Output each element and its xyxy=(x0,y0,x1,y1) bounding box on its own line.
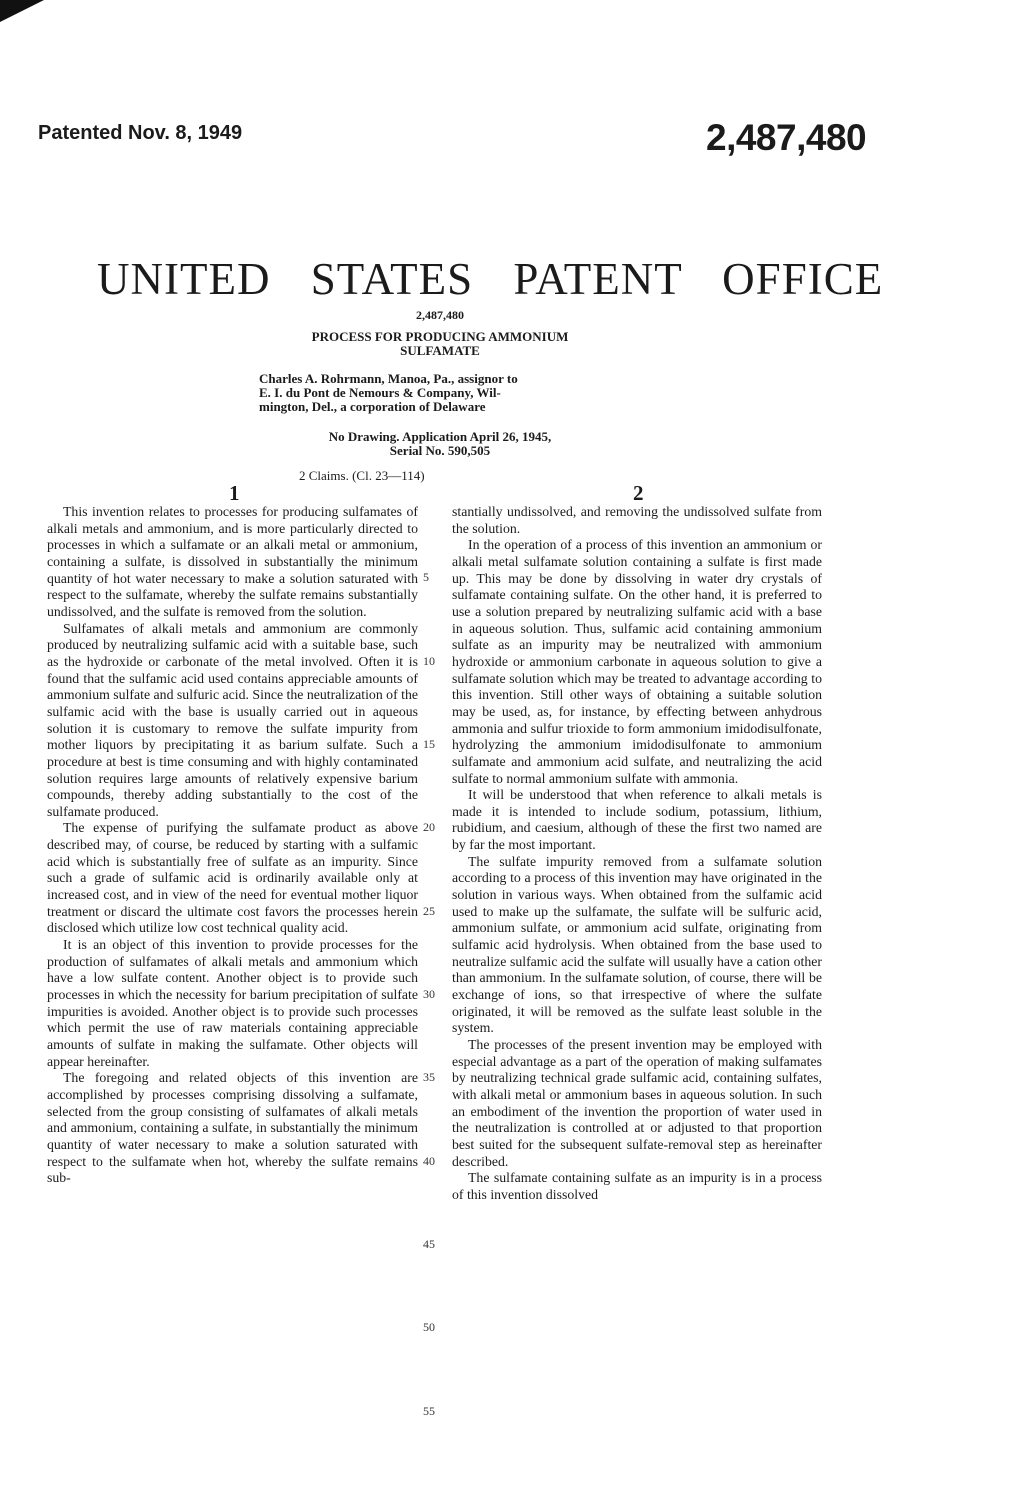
left-paragraph: This invention relates to processes for producing sulfamates of alkali metals and ammonium, and is more particularly directed to processes in which a sulfamate or an alkali metal or ammonium, containing a sulfate, is dissolved in substantially the minimum quantity of hot water necessary to make a solution saturated with respect to the sulfamate, whereby the sulfate remains substantially undissolved, and the sulfate is removed from the solution. xyxy=(47,504,418,619)
line-number: 30 xyxy=(423,987,435,1001)
column-number-2: 2 xyxy=(633,481,644,505)
left-paragraph: It is an object of this invention to provide processes for the production of sulfamates of alkali metals and ammonium which have a low sulfate content. Another object is to provide such processes in which the necessity for barium precipitation of sulfate impurities is avoided. Another object is to provide such processes which permit the use of raw materials containing appreciable amounts of sulfate in making the sulfamate. Other objects will appear hereinafter. xyxy=(47,937,418,1069)
inventor-block xyxy=(259,372,659,414)
corner-mark xyxy=(0,0,44,22)
line-number: 20 xyxy=(423,820,435,834)
line-number: 10 xyxy=(423,654,435,668)
inventor-line3: mington, Del., a corporation of Delaware xyxy=(259,399,486,414)
line-number: 5 xyxy=(423,570,429,584)
claims-line xyxy=(299,468,599,484)
right-paragraph: The sulfate impurity removed from a sulfamate solution according to a process of this invention may have originated in the solution in various ways. When obtained from the sulfamic acid used to make up the sulfamate, the sulfate will be sulfuric acid, ammonium sulfate, or ammonium acid sulfate, originating from sulfamic acid hydrolysis. When obtained from the base used to neutralize sulfamic acid the sulfate will usually have a cation other than ammonium. In the sulfamate solution, of course, there will be exchange of ions, so that irrespective of where the sulfate originated, it will be removed as the sulfate least soluble in the system. xyxy=(452,853,822,1036)
invention-title-line1: PROCESS FOR PRODUCING AMMONIUM xyxy=(311,329,569,344)
office-title: UNITED STATES PATENT OFFICE xyxy=(97,254,884,304)
application-line1: No Drawing. Application April 26, 1945, xyxy=(328,429,552,444)
invention-title-line2: SULFAMATE xyxy=(400,343,480,358)
line-number: 55 xyxy=(423,1404,435,1418)
left-paragraph: The expense of purifying the sulfamate product as above described may, of course, be reduced by starting with a sulfamic acid which is substantially free of sulfate as an impurity. Since such a grade of sulfamic acid is ordinarily available only at increased cost, and in view of the need for eventual mother liquor treatment or discard the ultimate cost favors the processes herein disclosed which utilize low cost technical quality acid. xyxy=(47,820,418,936)
patent-date: Patented Nov. 8, 1949 xyxy=(38,122,243,144)
right-paragraph: The processes of the present invention may be employed with especial advantage as a part of the operation of making sulfamates by neutralizing technical grade sulfamic acid, containing sulfates, with alkali metal or ammonium bases in aqueous solution. In such an embodiment of the invention the proportion of water used in the neutralization is controlled at or adjusted to that proportion best suited for the subsequent sulfate-removal step as hereinafter described. xyxy=(452,1037,822,1169)
patent-number: 2,487,480 xyxy=(706,117,867,158)
line-number: 15 xyxy=(423,737,435,751)
inventor-line2: E. I. du Pont de Nemours & Company, Wil- xyxy=(259,385,501,400)
line-number: 50 xyxy=(423,1320,435,1334)
claims-count: 2 Claims. xyxy=(299,468,349,483)
right-paragraph: It will be understood that when reference to alkali metals is made it is intended to include sodium, potassium, lithium, rubidium, and caesium, although of these the first two named are by far the most important. xyxy=(452,787,822,853)
application-line2: Serial No. 590,505 xyxy=(389,443,491,458)
left-column xyxy=(47,504,418,1187)
left-paragraph: Sulfamates of alkali metals and ammonium are commonly produced by neutralizing sulfamic acid with a suitable base, such as the hydroxide or carbonate of the metal involved. Often it is found that the sulfamic acid used contains appreciable amounts of ammonium sulfate and sulfuric acid. Since the neutralization of the sulfamic acid with the base is usually carried out in aqueous solution it is customary to remove the sulfate impurity from mother liquors by precipitating it as barium sulfate. Such a procedure at best is time consuming and with highly contaminated solution requires large amounts of relatively expensive barium compounds, thereby adding substantially to the cost of the sulfamate produced. xyxy=(47,620,418,819)
line-number: 25 xyxy=(423,904,435,918)
right-paragraph: The sulfamate containing sulfate as an impurity is in a process of this invention dissolved xyxy=(452,1170,822,1202)
right-paragraph: stantially undissolved, and removing the undissolved sulfate from the solution. xyxy=(452,504,822,536)
line-number: 45 xyxy=(423,1237,435,1251)
line-number: 40 xyxy=(423,1154,435,1168)
column-number-1: 1 xyxy=(229,481,240,505)
invention-title xyxy=(230,330,650,358)
front-patent-number: 2,487,480 xyxy=(416,308,464,322)
left-paragraph: The foregoing and related objects of this invention are accomplished by processes comprising dissolving a sulfamate, selected from the group consisting of sulfamates of alkali metals and ammonium, containing a sulfate, in substantially the minimum quantity of water necessary to make a solution saturated with respect to the sulfamate when hot, whereby the sulfate remains sub- xyxy=(47,1070,418,1186)
classification: (Cl. 23—114) xyxy=(352,468,425,483)
right-paragraph: In the operation of a process of this invention an ammonium or alkali metal sulfamate solution containing a sulfate is first made up. This may be done by dissolving in water dry crystals of sulfamate containing sulfate. On the other hand, it is preferred to use a solution prepared by neutralizing sulfamic acid with a base in aqueous solution. Thus, sulfamic acid containing ammonium sulfate as an impurity may be neutralized with ammonium hydroxide or ammonium carbonate in aqueous solution to give a sulfamate solution which may be treated to advantage according to this invention. Still other ways of obtaining a suitable solution may be used, as, for instance, by effecting between anhydrous ammonia and sulfur trioxide to form ammonium imidodisulfonate, hydrolyzing the ammonium imidodisulfonate to ammonium sulfamate and ammonium acid sulfate, and neutralizing the acid sulfate to normal ammonium sulfate with ammonia. xyxy=(452,537,822,786)
inventor-line1: Charles A. Rohrmann, Manoa, Pa., assignor to xyxy=(259,371,518,386)
application-block xyxy=(230,430,650,458)
line-number: 35 xyxy=(423,1070,435,1084)
right-column xyxy=(452,504,822,1204)
